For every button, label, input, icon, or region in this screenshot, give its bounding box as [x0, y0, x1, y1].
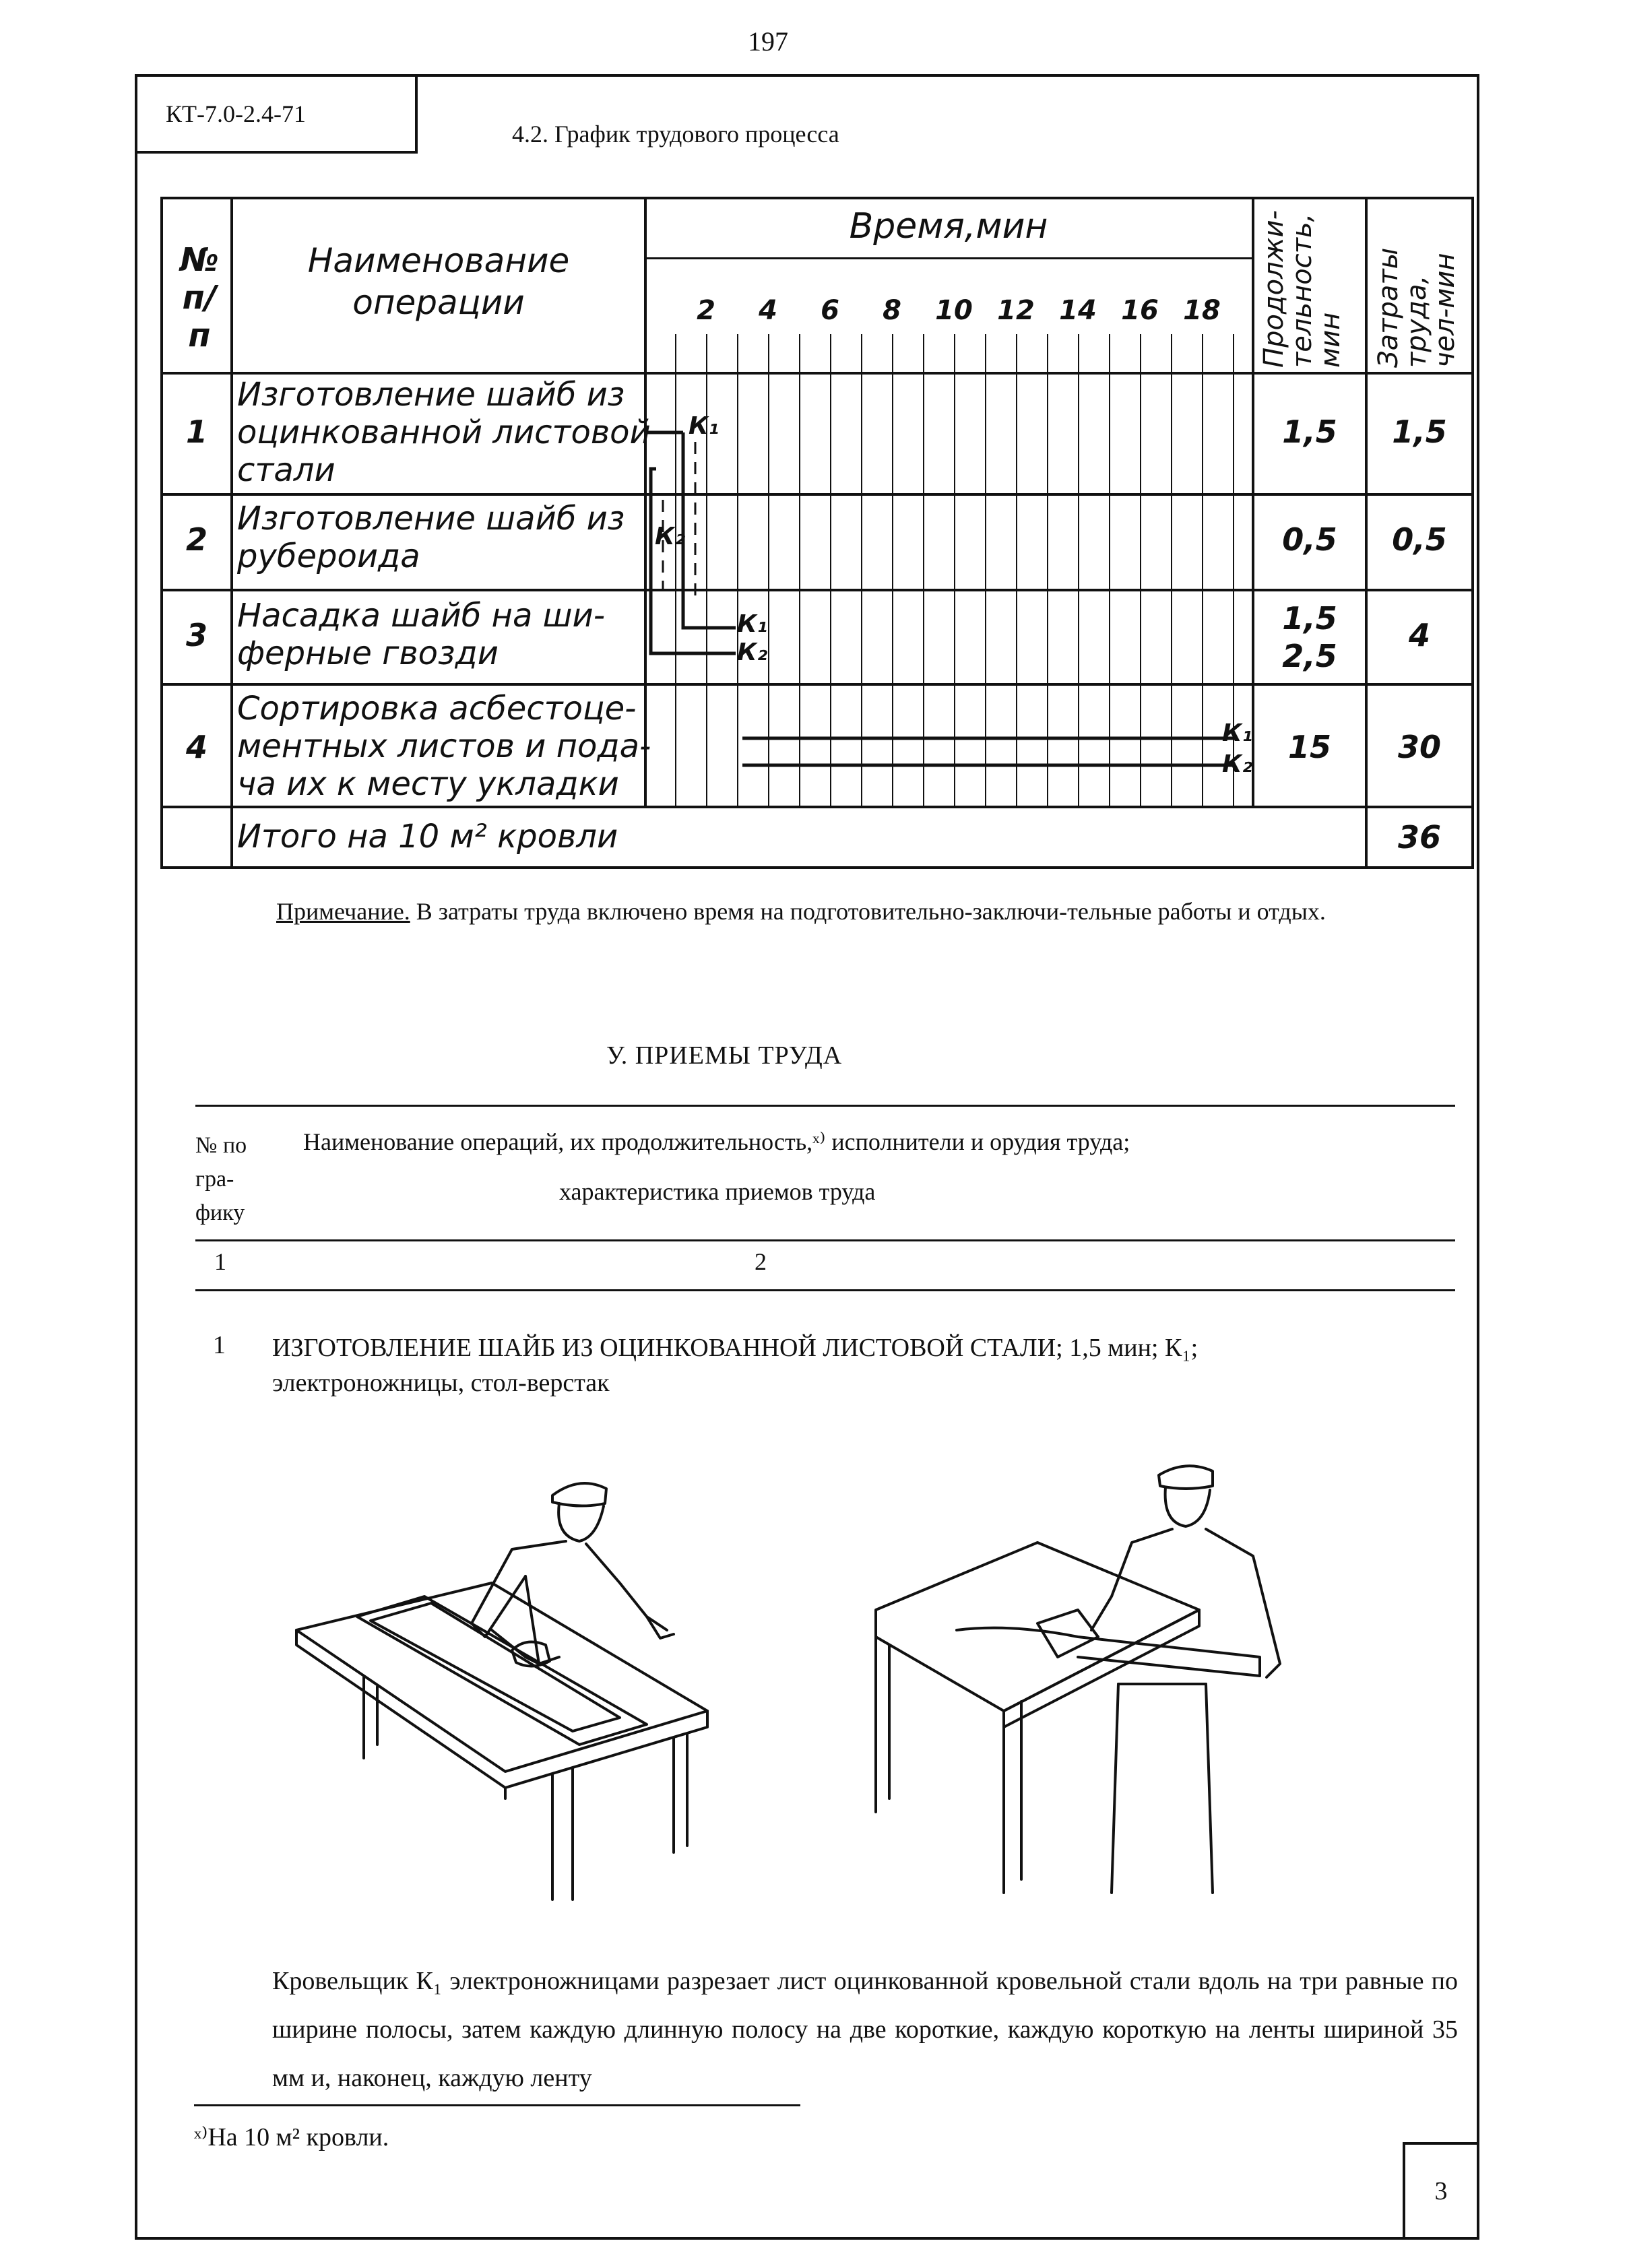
page-number: 197	[748, 26, 788, 57]
tick-label: 12	[997, 295, 1035, 326]
methods-col1-index: 1	[214, 1248, 226, 1275]
row-labor: 1,5	[1392, 414, 1447, 450]
row-labor: 0,5	[1392, 521, 1447, 558]
methods-col2-index: 2	[755, 1248, 767, 1275]
row-duration: 1,5 2,5	[1282, 600, 1337, 674]
note-label: Примечание.	[276, 898, 410, 925]
row-num: 1	[185, 414, 207, 450]
sheet-number: 3	[1403, 2142, 1479, 2240]
tick-label: 8	[883, 295, 901, 326]
row-num: 2	[185, 521, 207, 558]
section-5-title: У. ПРИЕМЫ ТРУДА	[606, 1041, 843, 1070]
methods-col2-header-sub: характеристика приемов труда	[559, 1178, 876, 1205]
row-num: 3	[185, 617, 207, 653]
worker-label: К₁	[737, 610, 768, 638]
row-operation-name: Насадка шайб на ши- ферные гвозди	[237, 597, 606, 672]
header-num: № п/п	[180, 241, 219, 354]
operation-1-title: ИЗГОТОВЛЕНИЕ ШАЙБ ИЗ ОЦИНКОВАННОЙ ЛИСТОВОЙ СТАЛИ; 1,5 мин; К₁; электроножницы, стол-верстак	[272, 1334, 1198, 1397]
tick-label: 4	[759, 295, 777, 326]
operation-description: Кровельщик К₁ электроножницами разрезает лист оцинкованной кровельной стали вдоль на три равные по ширине полосы, затем каждую длинную полосу на две короткие, каждую короткую на ленты шириной 35 мм и, наконец, каждую ленту	[272, 1967, 1458, 2092]
row-labor: 4	[1408, 617, 1430, 653]
row-operation-name: Изготовление шайб из рубероида	[237, 500, 625, 575]
document-code: КТ-7.0-2.4-71	[135, 74, 418, 154]
tick-label: 16	[1121, 295, 1159, 326]
total-value: 36	[1397, 819, 1441, 855]
row-num: 4	[185, 729, 207, 765]
worker-label: К₁	[689, 412, 719, 440]
header-operation-name: Наименование операции	[307, 241, 570, 322]
section-title: 4.2. График трудового процесса	[512, 121, 839, 148]
footnote-rule	[194, 2104, 800, 2106]
gantt-bars	[163, 199, 1471, 866]
tick-label: 10	[935, 295, 973, 326]
row-operation-name: Изготовление шайб из оцинкованной листовой стали	[237, 376, 651, 489]
header-duration: Продолжи- тельность, мин	[1258, 209, 1346, 368]
worker-label: К₂	[1222, 750, 1253, 778]
row-duration: 0,5	[1282, 521, 1337, 558]
row-duration: 15	[1287, 729, 1331, 765]
methods-table	[195, 1105, 1455, 1300]
worker-label: К₂	[737, 639, 768, 666]
header-time: Время,мин	[849, 206, 1048, 247]
footnote: ˣ⁾На 10 м² кровли.	[194, 2123, 389, 2151]
tick-label: 18	[1183, 295, 1221, 326]
tick-label: 2	[697, 295, 715, 326]
operation-number: 1	[213, 1331, 226, 1359]
header-labor: Затраты труда, чел-мин	[1373, 247, 1461, 368]
tick-label: 14	[1059, 295, 1097, 326]
note	[276, 893, 1421, 930]
worker-label: К₁	[1222, 719, 1253, 747]
row-labor: 30	[1397, 729, 1441, 765]
methods-col2-header: Наименование операций, их продолжительность,ˣ⁾ исполнители и орудия труда;	[303, 1128, 1130, 1155]
worker-illustration	[269, 1462, 1347, 1906]
row-duration: 1,5	[1282, 414, 1337, 450]
tick-label: 6	[821, 295, 839, 326]
row-operation-name: Сортировка асбестоце- ментных листов и пода- ча их к месту укладки	[237, 690, 651, 803]
total-label: Итого на 10 м² кровли	[237, 818, 618, 855]
labor-schedule-table	[160, 197, 1474, 869]
note-body: В затраты труда включено время на подготовительно-заключи-тельные работы и отдых.	[410, 898, 1326, 925]
worker-label: К₂	[655, 523, 686, 550]
methods-col1-header: № по гра- фику	[195, 1133, 247, 1225]
